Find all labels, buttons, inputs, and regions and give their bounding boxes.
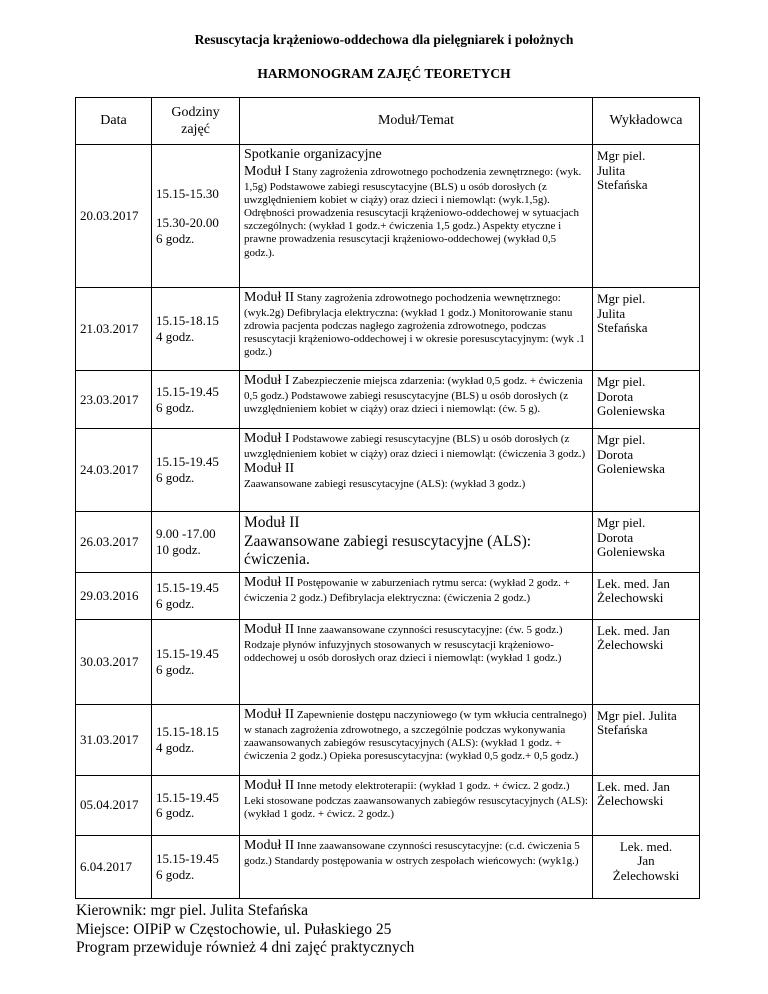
table-row [76, 288, 700, 371]
hours-line: 4 godz. [156, 329, 195, 344]
topic-paragraph [244, 431, 588, 461]
topic-module: Spotkanie organizacyjne [244, 147, 382, 162]
cell-hours [152, 619, 240, 704]
topic-module: Moduł II [244, 706, 295, 722]
hours-line: 15.30-20.00 [156, 215, 219, 231]
topic-module: Moduł I [244, 373, 290, 388]
lecturer-line: Żelechowski [597, 637, 664, 653]
cell-lecturer [593, 429, 700, 512]
lecturer-line: Julita [597, 305, 626, 321]
lecturer-line: Goleniewska [597, 461, 665, 477]
table-row [76, 835, 700, 898]
cell-lecturer [593, 288, 700, 371]
topic-module: Moduł II [244, 460, 295, 476]
lecturer-line: Lek. med. Jan [597, 575, 670, 591]
topic-paragraph [244, 778, 588, 821]
lecturer-line: Mgr piel. [597, 148, 646, 163]
table-row [76, 512, 700, 573]
hours-line: 6 godz. [156, 230, 195, 246]
hours-line: 6 godz. [156, 661, 195, 677]
cell-hours [152, 704, 240, 775]
hours-line: 15.15-18.15 [156, 724, 219, 740]
topic-text: Inne zaawansowane czynności resuscytacyjne: (ćw. 5 godz.) Rodzaje płynów infuzyjnych stosowanych w resuscytacji krążeniowo-oddechowej u osób dorosłych oraz dzieci i niemowląt: (wykład 1 godz.) [244, 623, 563, 664]
hours-line: 15.15-19.45 [156, 646, 219, 662]
lecturer-line: Mgr piel. [597, 432, 646, 447]
cell-date: 30.03.2017 [76, 619, 152, 704]
topic-paragraph [244, 373, 588, 416]
lecturer-line: Stefańska [597, 722, 648, 738]
hours-line: 6 godz. [156, 595, 195, 611]
lecturer-line: Lek. med. Jan [597, 622, 670, 638]
schedule-table [75, 97, 700, 899]
lecturer-line: Mgr piel. [597, 515, 646, 530]
cell-lecturer [593, 512, 700, 573]
topic-text: Podstawowe zabiegi resuscytacyjne (BLS) u osób dorosłych (z uwzględnieniem kobiet w ciąży) oraz dzieci i niemowląt: (ćwiczenia 3 godz.) [244, 433, 586, 460]
column-header-date: Data [76, 98, 152, 145]
hours-line: 15.15-19.45 [156, 454, 219, 470]
lecturer-line: Mgr piel. [597, 291, 646, 306]
cell-lecturer [593, 835, 700, 898]
column-header-topic: Moduł/Temat [240, 98, 593, 145]
cell-topic [240, 288, 593, 371]
column-header-lecturer: Wykładowca [593, 98, 700, 145]
topic-module: Moduł II [244, 574, 295, 590]
table-row [76, 371, 700, 429]
topic-paragraph [244, 533, 588, 570]
hours-line: 9.00 -17.00 [156, 526, 216, 542]
cell-date: 29.03.2016 [76, 572, 152, 619]
lecturer-line: Dorota [597, 388, 634, 404]
lecturer-line: Lek. med. [619, 838, 673, 854]
cell-date: 20.03.2017 [76, 145, 152, 288]
cell-date: 24.03.2017 [76, 429, 152, 512]
cell-date: 31.03.2017 [76, 704, 152, 775]
hours-line: 6 godz. [156, 470, 195, 485]
cell-topic [240, 835, 593, 898]
topic-text: Stany zagrożenia zdrowotnego pochodzenia wewnętrznego: (wyk.2g) Defibrylacja elektryczna: (wykład 1 godz.) Monitorowanie stanu zdrowia pacjenta podczas nagłego zagrożenia zdrowotnego, podczas resuscytacji krążeniowo-oddechowej i w okresie poresuscytacyjnym: (wyk .1 godz.) [244, 292, 585, 359]
table-row [76, 775, 700, 835]
lecturer-line: Mgr piel. [597, 374, 646, 389]
cell-topic [240, 572, 593, 619]
cell-date: 21.03.2017 [76, 288, 152, 371]
topic-text: Inne metody elektroterapii: (wykład 1 godz. + ćwicz. 2 godz.) Leki stosowane podczas zaawansowanych zabiegów resuscytacyjnych (ALS): (wykład 1 godz. + ćwicz. 2 godz.) [244, 779, 588, 820]
topic-paragraph [244, 164, 588, 260]
cell-hours [152, 145, 240, 288]
cell-topic [240, 429, 593, 512]
topic-module: Moduł II [244, 837, 295, 853]
cell-topic [240, 775, 593, 835]
hours-line: 15.15-19.45 [156, 851, 219, 867]
topic-paragraph [244, 514, 588, 533]
cell-hours [152, 835, 240, 898]
hours-line: 15.15-15.30 [156, 185, 219, 201]
hours-line: 15.15-19.45 [156, 789, 219, 805]
lecturer-line: Julita [597, 162, 626, 178]
topic-paragraph [244, 147, 588, 164]
topic-module: Moduł II [244, 777, 295, 793]
topic-text: Postępowanie w zaburzeniach rytmu serca: (wykład 2 godz. + ćwiczenia 2 godz.) Defibrylacja elektryczna: (ćwiczenia 2 godz.) [244, 576, 570, 604]
hours-line: 6 godz. [156, 805, 195, 821]
cell-lecturer [593, 704, 700, 775]
cell-hours [152, 572, 240, 619]
topic-module: Moduł I [244, 431, 290, 446]
topic-paragraph [244, 707, 588, 763]
cell-topic [240, 145, 593, 288]
cell-topic [240, 371, 593, 429]
lecturer-line: Stefańska [597, 177, 648, 193]
table-row [76, 572, 700, 619]
footer [76, 902, 414, 958]
document-title: Resuscytacja krążeniowo-oddechowa dla pielęgniarek i położnych [194, 32, 574, 47]
hours-line: 15.15-19.45 [156, 580, 219, 596]
cell-lecturer [593, 145, 700, 288]
topic-text: Inne zaawansowane czynności resuscytacyjne: (c.d. ćwiczenia 5 godz.) Standardy postępowania w ostrych zespołach wieńcowych: (wyk1g.) [244, 839, 580, 867]
hours-line: 15.15-19.45 [156, 383, 219, 399]
footer-manager: Kierownik: mgr piel. Julita Stefańska [76, 902, 309, 919]
cell-hours [152, 288, 240, 371]
footer-note: Program przewiduje również 4 dni zajęć praktycznych [76, 939, 415, 957]
topic-paragraph [244, 575, 588, 605]
topic-module: Moduł II [244, 290, 295, 305]
cell-hours [152, 775, 240, 835]
lecturer-line: Jan [637, 853, 655, 869]
cell-hours [152, 512, 240, 573]
lecturer-line: Mgr piel. Julita [597, 707, 677, 723]
cell-lecturer [593, 371, 700, 429]
hours-line: 6 godz. [156, 866, 195, 882]
lecturer-line: Stefańska [597, 320, 648, 336]
topic-text: Stany zagrożenia zdrowotnego pochodzenia zewnętrznego: (wyk. 1,5g) Podstawowe zabiegi resuscytacyjne (BLS) u osób dorosłych (z uwzględnieniem kobiet w ciąży) oraz dzieci i niemowląt: (wyk.1,5g). Odrębności prowadzenia resuscytacji krążeniowo-oddechowej w sytuacjach szczególnych: (wykład 1 godz.+ ćwiczenia 1,5 godz.) Aspekty etyczne i prawne prowadzenia resuscytacji krążeniowo-oddechowej (wykład 0,5 godz.). [244, 165, 582, 259]
topic-module: Moduł II [244, 514, 300, 531]
topic-text: Zabezpieczenie miejsca zdarzenia: (wykład 0,5 godz. + ćwiczenia 0,5 godz.) Podstawowe zabiegi resuscytacyjne (BLS) u osób dorosłych (z uwzględnieniem kobiet w ciąży) oraz dzieci i niemowląt: (ćw. 5 g). [244, 375, 583, 415]
schedule-heading: HARMONOGRAM ZAJĘĆ TEORETYCH [257, 66, 511, 81]
cell-topic [240, 512, 593, 573]
cell-date: 6.04.2017 [76, 835, 152, 898]
cell-date: 05.04.2017 [76, 775, 152, 835]
table-row [76, 704, 700, 775]
lecturer-line: Żelechowski [612, 867, 680, 883]
lecturer-line: Żelechowski [597, 793, 664, 809]
topic-paragraph [244, 622, 588, 665]
topic-paragraph [244, 290, 588, 360]
topic-paragraph [244, 461, 588, 478]
cell-date: 26.03.2017 [76, 512, 152, 573]
column-header-hours: Godziny zajęć [152, 98, 240, 145]
cell-lecturer [593, 572, 700, 619]
topic-module: Moduł I [244, 163, 290, 179]
hours-line: 10 godz. [156, 541, 201, 557]
hours-line: 4 godz. [156, 739, 195, 755]
lecturer-line: Goleniewska [597, 403, 665, 419]
footer-place: Miejsce: OIPiP w Częstochowie, ul. Pułaskiego 25 [76, 920, 392, 938]
topic-text: Zaawansowane zabiegi resuscytacyjne (ALS): (wykład 3 godz.) [244, 477, 526, 490]
topic-module: Moduł II [244, 621, 295, 637]
lecturer-line: Lek. med. Jan [597, 778, 670, 794]
hours-line: 6 godz. [156, 399, 195, 415]
lecturer-line: Dorota [597, 446, 634, 462]
lecturer-line: Żelechowski [597, 590, 664, 606]
hours-line: 15.15-18.15 [156, 313, 219, 329]
cell-date: 23.03.2017 [76, 371, 152, 429]
topic-paragraph [244, 478, 588, 491]
lecturer-line: Goleniewska [597, 544, 665, 560]
lecturer-line: Dorota [597, 529, 634, 545]
cell-topic [240, 619, 593, 704]
table-row [76, 429, 700, 512]
cell-topic [240, 704, 593, 775]
cell-lecturer [593, 775, 700, 835]
table-row [76, 145, 700, 288]
topic-module: Zaawansowane zabiegi resuscytacyjne (ALS): ćwiczenia. [244, 532, 532, 569]
table-row [76, 619, 700, 704]
cell-hours [152, 429, 240, 512]
topic-paragraph [244, 838, 588, 868]
cell-lecturer [593, 619, 700, 704]
table-header-row [76, 98, 700, 145]
topic-text: Zapewnienie dostępu naczyniowego (w tym wkłucia centralnego) w stanach zagrożenia zdrowotnego, a szczególnie podczas wykonywania zaawansowanych zabiegów resuscytacyjnych (ALS): (wykład 1 godz. + ćwiczenia 2 godz.) Opieka poresuscytacyjna: (wykład 0,5 godz.+ 0,5 godz.) [244, 708, 587, 762]
cell-hours [152, 371, 240, 429]
